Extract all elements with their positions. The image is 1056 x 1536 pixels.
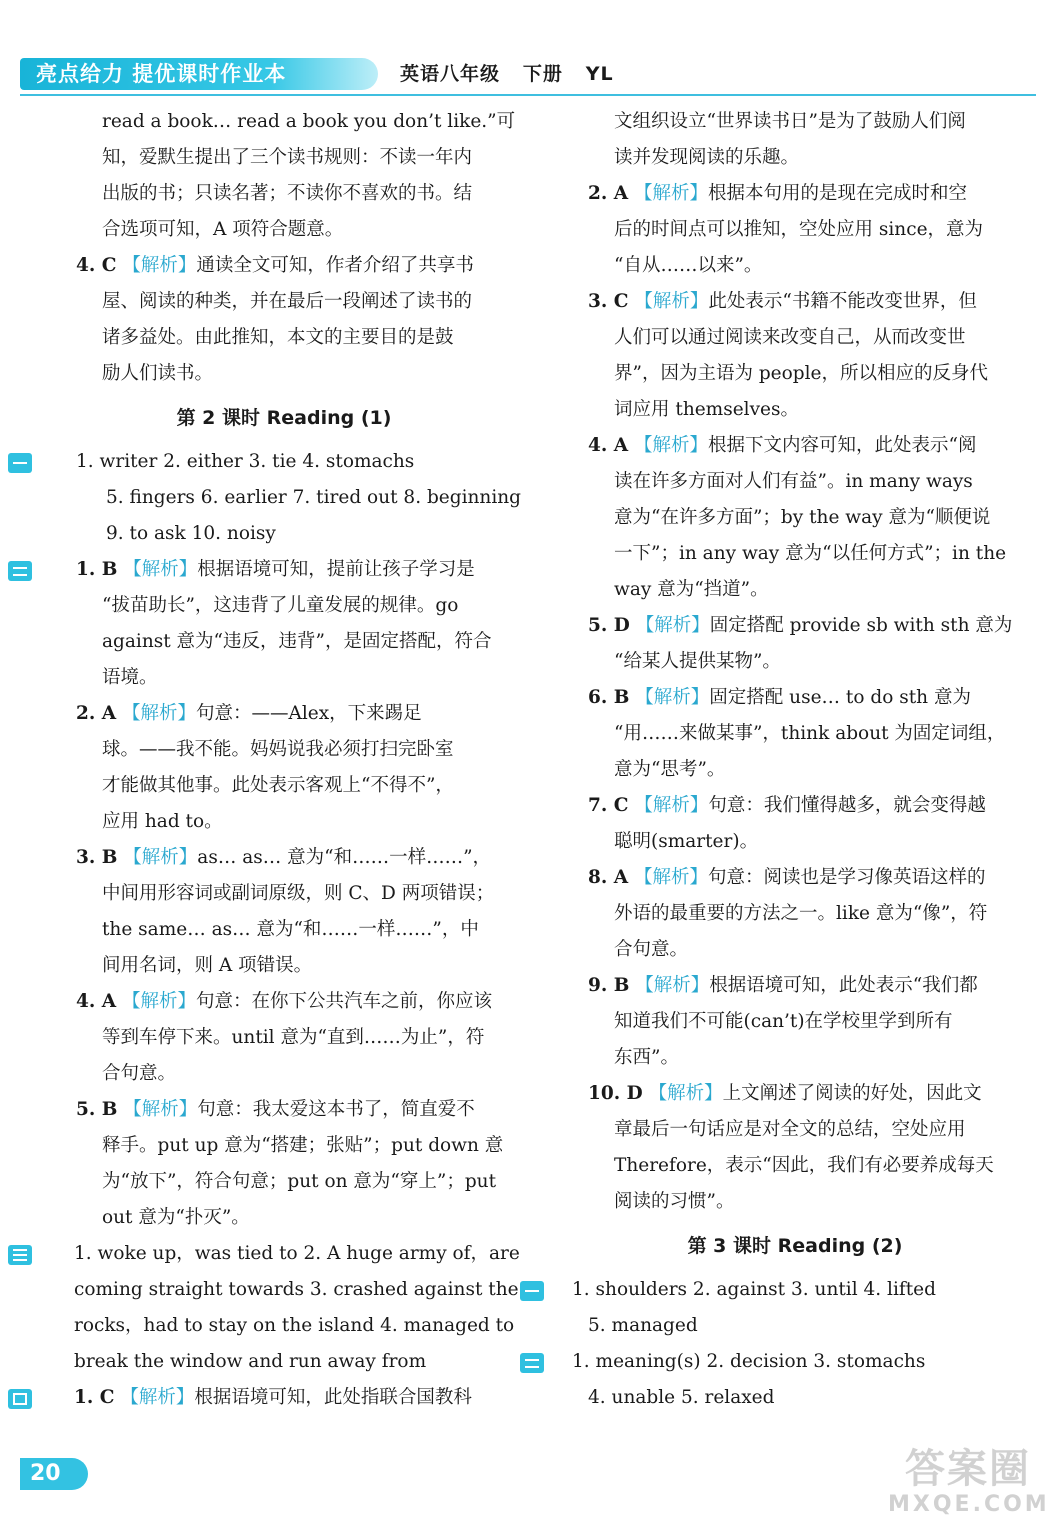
text-line: 人们可以通过阅读来改变自己，从而改变世 <box>614 327 966 348</box>
text-line: break the window and run away from <box>74 1351 427 1372</box>
analysis-tag: 【解析】 <box>120 1387 195 1408</box>
answer-item <box>44 1092 524 1128</box>
answer-number: 2. A <box>588 183 629 204</box>
text-line: the same… as… 意为“和……一样……”，中 <box>102 919 479 940</box>
text-line: 读并发现阅读的乐趣。 <box>614 147 800 168</box>
text-line: “拔苗助长”，这违背了儿童发展的规律。go <box>102 595 459 616</box>
answer-number: 2. A <box>76 703 117 724</box>
text-line: 合句意。 <box>614 939 689 960</box>
text-line: 固定搭配 use… to do sth 意为 <box>709 687 971 708</box>
answer-number: 8. A <box>588 867 629 888</box>
text-line: “给某人提供某物”。 <box>614 651 781 672</box>
text-line: out 意为“扑灭”。 <box>102 1207 250 1228</box>
text-line: 词应用 themselves。 <box>614 399 799 420</box>
text-line: 根据下文内容可知，此处表示“阅 <box>708 435 977 456</box>
answer-item <box>556 608 1034 644</box>
text-line: 根据语境可知，此处表示“我们都 <box>709 975 978 996</box>
text-line: 根据语境可知，提前让孩子学习是 <box>197 559 475 580</box>
answer-number: 3. B <box>76 847 118 868</box>
text-line: against 意为“违反，违背”，是固定搭配，符合 <box>102 631 492 652</box>
header-divider <box>20 94 1036 96</box>
answer-item <box>556 968 1034 1004</box>
analysis-tag: 【解析】 <box>634 183 709 204</box>
analysis-tag: 【解析】 <box>123 847 198 868</box>
answer-number: 7. C <box>588 795 629 816</box>
text-line: 一下”；in any way 意为“以任何方式”；in the <box>614 543 1007 564</box>
text-line: way 意为“挡道”。 <box>614 579 769 600</box>
text-line: 5. managed <box>588 1315 698 1336</box>
answer-number: 4. A <box>588 435 629 456</box>
answer-item <box>44 840 524 876</box>
part-one-badge-icon <box>8 453 32 473</box>
analysis-tag: 【解析】 <box>648 1083 723 1104</box>
answer-line <box>44 444 524 480</box>
answer-item <box>44 1380 524 1416</box>
text-line: 界”，因为主语为 people，所以相应的反身代 <box>614 363 988 384</box>
text-line: 知道我们不可能(can’t)在学校里学到所有 <box>614 1011 953 1032</box>
part-two-badge-icon <box>8 561 32 581</box>
analysis-tag: 【解析】 <box>635 687 710 708</box>
text-line: 章最后一句话应是对全文的总结，空处应用 <box>614 1119 966 1140</box>
text-line: 句意：——Alex，下来踢足 <box>196 703 422 724</box>
text-line: 1. shoulders 2. against 3. until 4. lifted <box>572 1279 936 1300</box>
answer-number: 3. C <box>588 291 629 312</box>
analysis-tag: 【解析】 <box>634 795 709 816</box>
brand-banner: 亮点给力 提优课时作业本 <box>20 58 378 90</box>
text-line: 句意：我太爱这本书了，简直爱不 <box>197 1099 475 1120</box>
part-four-badge-icon <box>8 1389 32 1409</box>
analysis-tag: 【解析】 <box>634 435 709 456</box>
text-line: coming straight towards 3. crashed against the <box>74 1279 519 1300</box>
text-line: “自从……以来”。 <box>614 255 763 276</box>
analysis-tag: 【解析】 <box>122 703 197 724</box>
answer-line <box>556 1344 1034 1380</box>
answer-item <box>556 788 1034 824</box>
text-line: 意为“在许多方面”；by the way 意为“顺便说 <box>614 507 991 528</box>
watermark-title: 答案圈 <box>905 1446 1031 1492</box>
section-heading: 第 2 课时 Reading (1) <box>176 407 392 429</box>
text-line: 后的时间点可以推知，空处应用 since，意为 <box>614 219 984 240</box>
text-line: 句意：在你下公共汽车之前，你应该 <box>196 991 493 1012</box>
answer-number: 6. B <box>588 687 630 708</box>
text-line: 才能做其他事。此处表示客观上“不得不”， <box>102 775 454 796</box>
text-line: 文组织设立“世界读书日”是为了鼓励人们阅 <box>614 111 966 132</box>
text-line: 为“放下”，符合句意；put on 意为“穿上”；put <box>102 1171 497 1192</box>
part-three-badge-icon <box>8 1245 32 1265</box>
text-line: 诸多益处。由此推知，本文的主要目的是鼓 <box>102 327 454 348</box>
text-line: “用……来做某事”，think about 为固定词组， <box>614 723 1006 744</box>
analysis-tag: 【解析】 <box>123 559 198 580</box>
page-number: 20 <box>20 1458 88 1490</box>
text-line: 1. woke up，was tied to 2. A huge army of，are <box>74 1243 520 1264</box>
answer-item <box>556 428 1034 464</box>
analysis-tag: 【解析】 <box>635 975 710 996</box>
analysis-tag: 【解析】 <box>635 615 710 636</box>
text-line: 中间用形容词或副词原级，则 C、D 两项错误； <box>102 883 495 904</box>
text-line: 4. unable 5. relaxed <box>588 1387 775 1408</box>
text-line: 外语的最重要的方法之一。like 意为“像”，符 <box>614 903 988 924</box>
text-line: 意为“思考”。 <box>614 759 726 780</box>
answer-item <box>44 984 524 1020</box>
text-line: 球。——我不能。妈妈说我必须打扫完卧室 <box>102 739 454 760</box>
text-line: 屋、阅读的种类，并在最后一段阐述了读书的 <box>102 291 473 312</box>
answer-item <box>556 680 1034 716</box>
answer-item <box>44 696 524 732</box>
analysis-tag: 【解析】 <box>122 255 197 276</box>
text-line: 1. writer 2. either 3. tie 4. stomachs <box>76 451 415 472</box>
text-line: 应用 had to。 <box>102 811 223 832</box>
text-line: 励人们读书。 <box>102 363 214 384</box>
text-line: 根据语境可知，此处指联合国教科 <box>194 1387 472 1408</box>
text-line: 句意：我们懂得越多，就会变得越 <box>708 795 986 816</box>
answer-item <box>556 1076 1034 1112</box>
analysis-tag: 【解析】 <box>122 991 197 1012</box>
answer-number: 1. C <box>74 1387 115 1408</box>
answer-number: 5. B <box>76 1099 118 1120</box>
text-line: 此处表示“书籍不能改变世界，但 <box>708 291 977 312</box>
answer-number: 9. B <box>588 975 630 996</box>
right-column <box>556 104 1034 1416</box>
text-line: 释手。put up 意为“搭建；张贴”；put down 意 <box>102 1135 504 1156</box>
text-line: 合选项可知，A 项符合题意。 <box>102 219 344 240</box>
text-line: 1. meaning(s) 2. decision 3. stomachs <box>572 1351 926 1372</box>
text-line: Therefore，表示“因此，我们有必要养成每天 <box>614 1155 994 1176</box>
text-line: 通读全文可知，作者介绍了共享书 <box>196 255 474 276</box>
text-line: 句意：阅读也是学习像英语这样的 <box>708 867 986 888</box>
analysis-tag: 【解析】 <box>634 291 709 312</box>
text-line: 语境。 <box>102 667 158 688</box>
answer-line <box>556 1272 1034 1308</box>
part-two-badge-icon <box>520 1353 544 1373</box>
answer-item <box>44 248 524 284</box>
answer-item <box>44 552 524 588</box>
answer-number: 10. D <box>588 1083 643 1104</box>
page-header <box>20 58 1036 90</box>
text-line: rocks，had to stay on the island 4. managed to <box>74 1315 515 1336</box>
text-line: 根据本句用的是现在完成时和空 <box>708 183 968 204</box>
left-column <box>44 104 524 1416</box>
answer-number: 4. A <box>76 991 117 1012</box>
text-line: 聪明(smarter)。 <box>614 831 759 852</box>
text-line: 间用名词，则 A 项错误。 <box>102 955 313 976</box>
answer-number: 4. C <box>76 255 117 276</box>
answer-item <box>556 284 1034 320</box>
text-line: read a book… read a book you don’t like.”可 <box>102 111 516 132</box>
text-line: 固定搭配 provide sb with sth 意为 <box>709 615 1013 636</box>
answer-item <box>556 176 1034 212</box>
part-one-badge-icon <box>520 1281 544 1301</box>
text-line: 上文阐述了阅读的好处，因此文 <box>722 1083 982 1104</box>
section-heading: 第 3 课时 Reading (2) <box>687 1235 903 1257</box>
text-line: 等到车停下来。until 意为“直到……为止”，符 <box>102 1027 485 1048</box>
text-line: 合句意。 <box>102 1063 177 1084</box>
analysis-tag: 【解析】 <box>634 867 709 888</box>
answer-line <box>44 1236 524 1272</box>
watermark-url: MXQE.COM <box>888 1492 1050 1517</box>
answer-list <box>556 176 1034 1220</box>
text-line: 出版的书；只读名著；不读你不喜欢的书。结 <box>102 183 473 204</box>
text-line: 知，爱默生提出了三个读书规则：不读一年内 <box>102 147 473 168</box>
text-line: 东西”。 <box>614 1047 679 1068</box>
watermark-logo <box>888 1446 1048 1526</box>
answer-number: 5. D <box>588 615 630 636</box>
answer-item <box>556 860 1034 896</box>
text-line: 读在许多方面对人们有益”。in many ways <box>614 471 973 492</box>
analysis-tag: 【解析】 <box>123 1099 198 1120</box>
book-title: 英语八年级 下册 YL <box>400 63 614 85</box>
text-line: as… as… 意为“和……一样……”， <box>197 847 492 868</box>
text-line: 阅读的习惯”。 <box>614 1191 735 1212</box>
text-line: 5. fingers 6. earlier 7. tired out 8. beginning <box>106 487 522 508</box>
text-line: 9. to ask 10. noisy <box>106 523 276 544</box>
answer-number: 1. B <box>76 559 118 580</box>
